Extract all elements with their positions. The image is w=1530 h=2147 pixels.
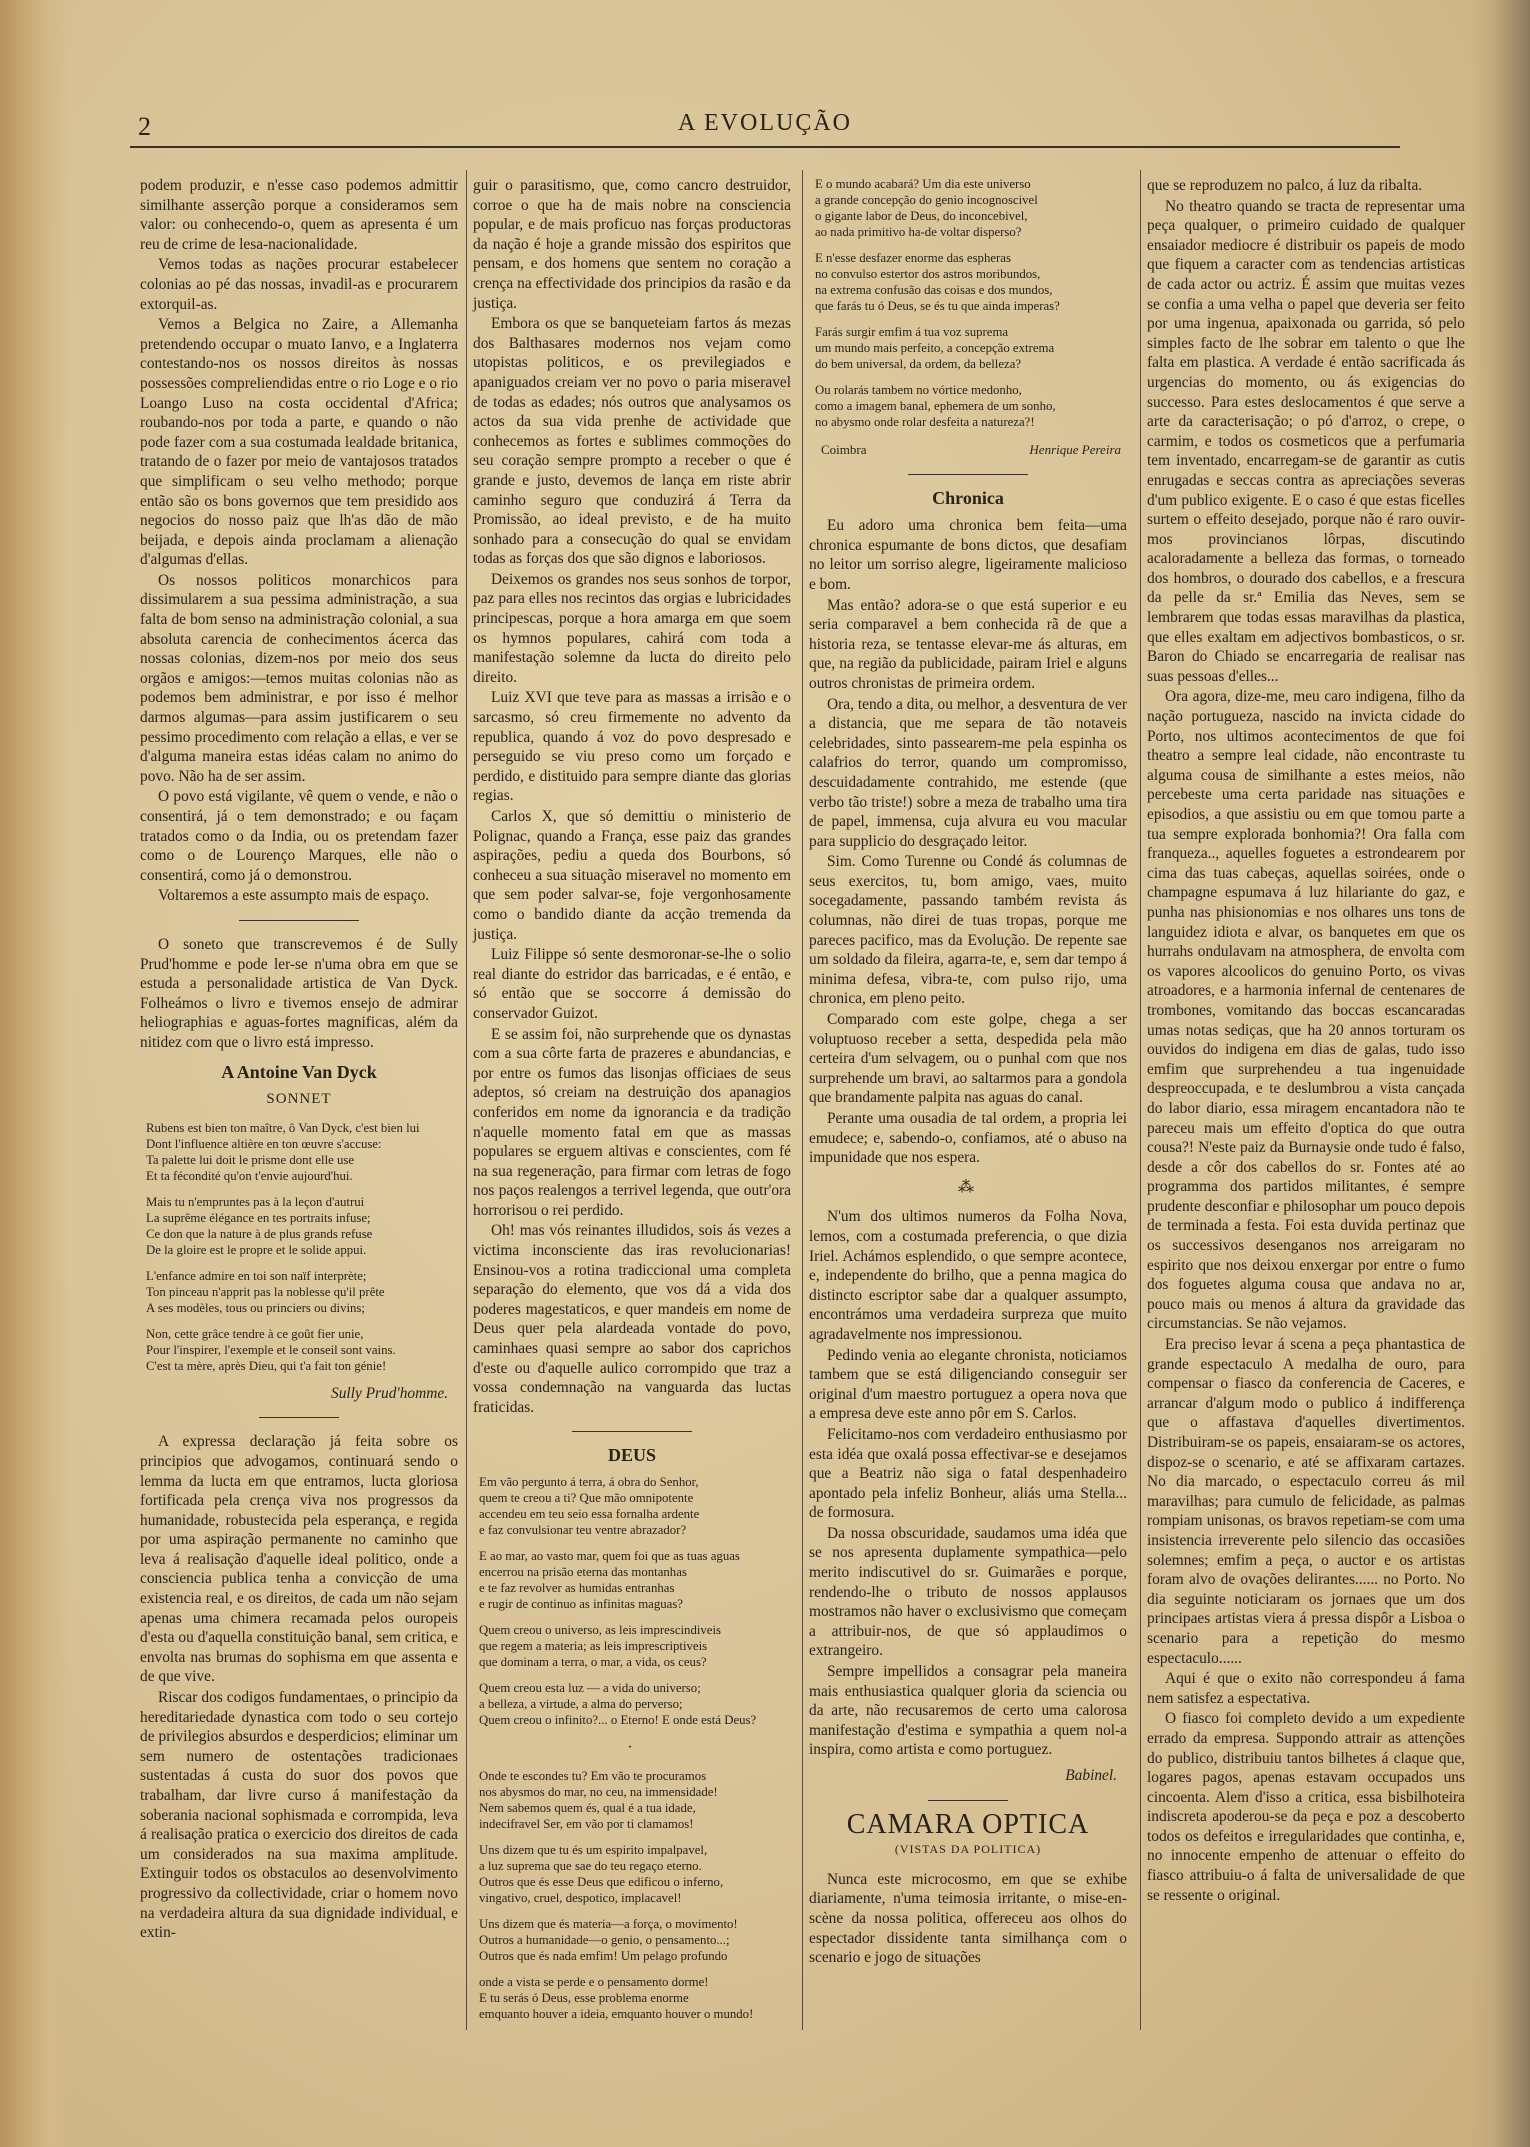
verse-line: que regem a materia; as leis imprescriptiveis xyxy=(479,1639,708,1653)
verse-line: Et ta fécondité qu'on t'envie aujourd'hui. xyxy=(146,1168,353,1183)
section-divider xyxy=(239,920,359,921)
article-paragraph: Vemos todas as nações procurar estabelecer colonias ao pé das nossas, invadil-as e procurarem extorquil-as. xyxy=(140,256,458,313)
article-paragraph: podem produzir, e n'esse caso podemos admittir similhante asserção porque a consideramos sem valor: ou conhecendo-o, quem as apresenta é um reu de crime de lesa-nacionalidade. xyxy=(140,177,458,253)
sonnet-verse xyxy=(146,1326,458,1374)
verse-line: o gigante labor de Deus, do inconcebivel, xyxy=(815,209,1028,223)
section-ornament: ⁂ xyxy=(958,1178,978,1196)
sonnet-signature: Sully Prud'homme. xyxy=(331,1384,448,1402)
article-paragraph: Os nossos politicos monarchicos para dissimularem a sua pessima administração, a sua falta de bom senso na administração colonial, a sua absoluta carencia de conhecimentos ácerca das nossas colonias, dizem-nos por meio dos seus orgãos e amigos:—temos muitas colonias não as podemos bem administrar, e por isso é melhor darmos algumas—para assim justificarem o seu pessimo procedimento com relação a ellas, e ver se d'alguma maneira estas idéas calam no animo do povo. Não ha de ser assim. xyxy=(140,571,458,785)
verse-line: do bem universal, da ordem, da belleza? xyxy=(815,357,1022,371)
page-edge-stain-left xyxy=(0,0,70,2147)
article-paragraph: que se reproduzem no palco, á luz da ribalta. xyxy=(1147,177,1423,194)
chronica-signature: Babinel. xyxy=(1065,1767,1117,1784)
article-paragraph: A expressa declaração já feita sobre os principios que advogamos, continuará sendo o lemma da lucta em que entramos, lucta gloriosa fortificada pela crença viva nos progressos da humanidade, robustecida pela esperança, e regida por uma aspiração permanente no caminho que leva á realisação d'aquelle ideal politico, onde a consciencia publica tenha a convicção de uma existencia real, e os direitos, de cada um não sejam apenas uma chimera recamada pelos ouropeis d'esta ou d'aquella constituição banal, sem critica, e envolta nas brumas do sophisma em que assenta e de que vive. xyxy=(140,1433,458,1686)
verse-line: na extrema confusão das coisas e dos mundos, xyxy=(815,283,1053,297)
sonnet-verse xyxy=(146,1268,458,1316)
poem-verse xyxy=(815,176,1127,240)
article-paragraph: E se assim foi, não surprehende que os dynastas com a sua côrte farta de prazeres e abundancias, e por entre os fumos das lisonjas officiaes de seus adeptos, só creiam na destruição dos apanagios conferidos em nome da ignorancia e da tradição n'aquelle momento fatal em que as massas populares se erguem altivas e conscientes, com fé na sua regeneração, para firmar com letras de fogo nos paços realengos a terrivel legenda, que outr'ora horrorisou o rei perdido. xyxy=(473,1025,791,1219)
sonnet-intro: O soneto que transcrevemos é de Sully Prud'homme e pode ler-se n'uma obra em que se estuda a personalidade artistica de Van Dyck. Folheámos o livro e tivemos ensejo de admirar heliographias e aguas-fortes magnificas, além da nitidez com que o livro está impresso. xyxy=(140,935,458,1051)
article-paragraph: N'um dos ultimos numeros da Folha Nova, lemos, com a costumada preferencia, o que dizia Iriel. Achámos esplendido, o que sempre acontece, e, independente do brilho, que a penna magica do distincto escriptor sabe dar a qualquer assumpto, encontrámos uma verdadeira surpreza que muito agradavelmente nos impressionou. xyxy=(809,1208,1127,1343)
column-rule xyxy=(466,170,467,2030)
article-paragraph: Eu adoro uma chronica bem feita—uma chronica espumante de bons dictos, que desafiam no leitor um sorriso alegre, ligeiramente malicioso e bom. xyxy=(809,517,1127,593)
verse-line: como a imagem banal, ephemera de um sonho, xyxy=(815,399,1056,413)
column-3 xyxy=(809,176,1127,1969)
poem-verse xyxy=(479,1974,791,2022)
verse-line: nos abysmos do mar, no ceu, na immensidade! xyxy=(479,1784,718,1799)
verse-line: Uns dizem que tu és um espirito impalpavel, xyxy=(479,1842,708,1857)
verse-line: Outros que és esse Deus que edificou o inferno, xyxy=(479,1874,724,1889)
sonnet-verse xyxy=(146,1194,458,1258)
verse-line: Quem creou o universo, as leis imprescindiveis xyxy=(479,1623,722,1637)
verse-ornament: · xyxy=(627,1739,637,1756)
column-4 xyxy=(1147,176,1465,1906)
article-paragraph: Luiz Filippe só sente desmoronar-se-lhe o solio real diante do estridor das barricadas, e é então, e só então que se soccorre á demissão do conservador Guizot. xyxy=(473,946,791,1022)
verse-line: Ce don que la nature à de plus grands refuse xyxy=(146,1226,373,1241)
verse-line: um mundo mais perfeito, a concepção extrema xyxy=(815,341,1055,355)
verse-line: encerrou na prisão eterna das montanhas xyxy=(479,1565,687,1579)
article-paragraph: Pedindo venia ao elegante chronista, noticiamos tambem que se está diligenciando conseguir ser original d'um maestro portuguez a opera nova que a empresa deve este anno pôr em S. Carlos. xyxy=(809,1346,1127,1423)
verse-line: Onde te escondes tu? Em vão te procuramos xyxy=(479,1768,707,1783)
sonnet-verse xyxy=(146,1120,458,1184)
column-rule xyxy=(1140,170,1141,2030)
signature-place: Coimbra xyxy=(821,442,867,457)
article-paragraph: Voltaremos a este assumpto mais de espaço. xyxy=(158,887,430,905)
verse-line: Ou rolarás tambem no vórtice medonho, xyxy=(815,383,1022,397)
article-paragraph: Era preciso levar á scena a peça phantastica de grande espectaculo A medalha de ouro, para compensar o fiasco da conferencia de Caceres, e arrancar d'algum modo o publico á indifferença que o affastava d'aquelles divertimentos. Distribuiram-se os papeis, ensaiaram-se os actores, dispoz-se o scenario, e até se affixaram cartazes. No dia marcado, o espectaculo correu ás mil maravilhas; para cumulo de felicidade, as palmas rompiam unisonas, os bravos repetiam-se com uma insistencia irreverente pelo silencio das occasiões solemnes; emfim a peça, o auctor e os artistas foram alvo de ovações delirantes...... no Porto. No dia seguinte noticiaram os jornaes que um dos principaes artistas viera á pressa dispôr a Lisboa o scenario para a repetição do mesmo espectaculo...... xyxy=(1147,1336,1465,1667)
article-paragraph: Deixemos os grandes nos seus sonhos de torpor, paz para elles nos recintos das orgias e lubricidades principescas, porque a hora amarga em que soem os hymnos populares, cahirá com toda a manifestação solemne da lucta do direito pelo direito. xyxy=(473,570,791,686)
verse-line: Dont l'influence altière en ton œuvre s'accuse: xyxy=(146,1136,382,1151)
signature-author: Henrique Pereira xyxy=(1029,442,1121,457)
verse-line: vingativo, cruel, despotico, implacavel! xyxy=(479,1890,682,1905)
verse-line: Outros que és nada emfim! Um pelago profundo xyxy=(479,1948,728,1963)
verse-line: quem te creou a ti? Que mão omnipotente xyxy=(479,1491,694,1505)
verse-line: De la gloire est le propre et le solide appui. xyxy=(146,1242,367,1257)
article-paragraph: Luiz XVI que teve para as massas a irrisão e o sarcasmo, só creu firmemente no advento da republica, quando á voz do povo despresado e perseguido se viu preso como um forçado e perdido, e distituido para sempre diante das glorias regias. xyxy=(473,689,791,805)
page-edge-stain-right xyxy=(1470,0,1530,2147)
article-paragraph: Riscar dos codigos fundamentaes, o principio da hereditariedade dynastica com todo o seu cortejo de privilegios absurdos e desperdicios; eliminar um sem numero de ostentações tradicionaes sustentadas á custa do suor dos povos que trabalham, dar livre curso á manifestação da soberania nacional sophismada e corrompida, leva á realisação pratica o exercicio dos direitos de cada um considerados na sua maxima amplitude. Extinguir todos os obstaculos ao desenvolvimento progressivo da collectividade, criar o homem novo na verdadeira altura da sua dignidade individual, e extin- xyxy=(140,1689,458,1942)
verse-line: a belleza, a virtude, a alma do perverso; xyxy=(479,1697,683,1711)
column-2 xyxy=(473,176,791,2032)
verse-line: C'est ta mère, après Dieu, qui t'a fait ton génie! xyxy=(146,1358,387,1373)
verse-line: indecifravel Ser, em vão por ti clamamos! xyxy=(479,1816,694,1831)
verse-line: Pour l'inspirer, l'exemple et le conseil sont vains. xyxy=(146,1342,396,1357)
section-divider xyxy=(928,1800,1008,1801)
poem-verse xyxy=(479,1842,791,1906)
sonnet-subtitle: SONNET xyxy=(266,1091,332,1108)
verse-line: onde a vista se perde e o pensamento dorme! xyxy=(479,1974,709,1989)
article-paragraph: Mas então? adora-se o que está superior e eu seria comparavel a bem conhecida rã de que a historia reza, se tentasse elevar-me ás alturas, em que, na região da publicidade, pairam Iriel e alguns outros chronistas de primeira ordem. xyxy=(809,596,1127,692)
section-divider xyxy=(259,1417,339,1418)
article-paragraph: Nunca este microcosmo, em que se exhibe diariamente, n'uma teimosia irritante, o mise-en-scène da nossa politica, offereceu aos olhos do espectador dissidente tanta similhança com o scenario e jogo de situações xyxy=(809,1870,1127,1967)
poem-verse xyxy=(479,1622,791,1670)
poem-verse xyxy=(479,1768,791,1832)
article-paragraph: Vemos a Belgica no Zaire, a Allemanha pretendendo occupar o muato Ianvo, e a Inglaterra contestando-nos os nossos direitos às nossas possessões compreliendidas entre o rio Loge e o rio Loango Luso na costa occidental d'Africa; roubando-nos por toda a parte, e quando o não pode fazer com a sua costumada lealdade britanica, tratando de o fazer por meio de vantajosos tratados que simplificam o seu velho methodo; porque então são os bons governos que tem presidido aos negocios do nosso paiz que lh'as dão de mão beijada, e depois ainda proclamam a alienação d'algumas d'ellas. xyxy=(140,316,458,569)
article-paragraph: Perante uma ousadia de tal ordem, a propria lei emudece; e, sabendo-o, confiamos, até o abuso na impunidade que nos espera. xyxy=(809,1110,1127,1167)
verse-line: Quem creou o infinito?... o Eterno! E onde está Deus? xyxy=(479,1713,757,1727)
verse-line: no convulso estertor dos astros moribundos, xyxy=(815,267,1041,281)
poem-verse xyxy=(479,1916,791,1964)
verse-line: no abysmo onde rolar desfeita a natureza?! xyxy=(815,415,1035,429)
page-number: 2 xyxy=(138,112,151,141)
article-paragraph: Sempre impellidos a consagrar pela maneira mais enthusiastica qualquer gloria da sciencia ou da arte, não recusaremos de certo uma calorosa manifestação d'estima e sympathia a quem nol-a inspira, como artista e como portuguez. xyxy=(809,1663,1127,1759)
verse-line: Farás surgir emfim á tua voz suprema xyxy=(815,325,1009,339)
article-paragraph: Comparado com este golpe, chega a ser voluptuoso receber a setta, despedida pela mão certeira d'um selvagem, ou o punhal com que nos surprehende um bravi, ao saltarmos para a gondola que brandamente palpita nas aguas do canal. xyxy=(809,1011,1127,1107)
verse-line: que dominam a terra, o mar, a vida, os ceus? xyxy=(479,1655,707,1669)
verse-line: La suprême élégance en tes portraits infuse; xyxy=(146,1210,371,1225)
verse-line: Uns dizem que és materia—a força, o movimento! xyxy=(479,1916,738,1931)
page-header xyxy=(130,108,1400,148)
article-paragraph: O povo está vigilante, vê quem o vende, e não o consentirá, já o tem demonstrado; e ou façam tratados como o da India, ou os pretendam fazer como o de Lourenço Marques, elle não o consentirá, como já o demonstrou. xyxy=(140,788,458,884)
article-paragraph: Aqui é que o exito não correspondeu á fama nem satisfez a espectativa. xyxy=(1147,1670,1465,1707)
poem-verse xyxy=(479,1680,791,1728)
verse-line: Quem creou esta luz — a vida do universo; xyxy=(479,1681,701,1695)
poem-verse xyxy=(479,1474,791,1538)
section-divider xyxy=(572,1431,692,1432)
poem-verse xyxy=(815,250,1127,314)
column-rule xyxy=(802,170,803,2030)
verse-line: E o mundo acabará? Um dia este universo xyxy=(815,177,1031,191)
verse-line: accendeu em teu seio essa fornalha ardente xyxy=(479,1507,700,1521)
article-paragraph: guir o parasitismo, que, como cancro destruidor, corroe o que ha de mais nobre na consciencia popular, e de mais proficuo nas forças productoras da nação é hoje a grande missão dos espiritos que pensam, e dos homens que sentem no coração a crença na effectividade dos principios da rasão e da justiça. xyxy=(473,177,791,312)
verse-line: e te faz revolver as humidas entranhas xyxy=(479,1581,675,1595)
verse-line: e faz convulsionar teu ventre abrazador? xyxy=(479,1523,687,1537)
verse-line: Mais tu n'empruntes pas à la leçon d'autrui xyxy=(146,1194,365,1209)
article-paragraph: Oh! mas vós reinantes illudidos, sois ás vezes a victima inconsciente das iras revolucionarias! Ensinou-vos a rotina tradiccional uma completa separação do elemento, que vos dá a vida dos poderes magestaticos, e quer mandeis em nome de Deus quer pela alardeada vontade do povo, caminhaes quasi sempre ao sabor dos caprichos d'este ou d'aquelle aulico corrompido que traz a vossa condemnação na vanguarda das luctas fraticidas. xyxy=(473,1222,791,1416)
verse-line: L'enfance admire en toi son naïf interprète; xyxy=(146,1268,367,1283)
verse-line: a grande concepção do genio incognoscivel xyxy=(815,193,1038,207)
article-paragraph: Ora agora, dize-me, meu caro indigena, filho da nação portugueza, nascido na invicta cidade do Porto, nos ultimos acontecimentos de que foi theatro a sempre leal cidade, não encontraste tu alguma cousa de similhante a estes meios, não percebeste uma certa paridade nas situações e episodios, a que assistiu ou em que tomou parte a tua sempre explorada bonhomia?! Ora falla com franqueza.., aquelles foguetes a estrondearem por cima das tuas cabeças, aquellas soirées, onde o champagne espumava á luz hilariante do gaz, e punha nas phisionomias e nos olhares uns tons de languidez idiota e alvar, os banquetes em que os hurrahs ondulavam na atmosphera, de envolta com os vapores alcoolicos do genuino Porto, os vivas atroadores, e a harmonia infernal de centenares de trombones, vomitando das boccas escancaradas umas notas sediças, que ha 20 annos torturam os ouvidos do indigena em dias de galas, tudo isso emfim que surprehendeu a tua ingenuidade despreoccupada, e te deslumbrou a vista cançada do labor diario, essa miragem encantadora não te pareceu mais um effeito d'optica do que outra cousa?! N'este paiz da Burnaysie onde tudo é falso, desde a côr dos cabellos do sr. Fontes até ao programma dos partidos militantes, é sempre prudente desconfiar e philosophar um pouco depois de terminada a festa. Foi esta duvida pertinaz que os successivos desenganos nos arreigaram no espirito que nos deixou enxergar por entre o fumo dos foguetes alguma cousa que andava no ar, pouco mais ou menos á altura da gravidade das circumstancias. Se não vejamos. xyxy=(1147,688,1465,1333)
poem-verse xyxy=(815,382,1127,430)
poem-signature xyxy=(821,440,1121,460)
article-paragraph: O fiasco foi completo devido a um expediente errado da empresa. Suppondo attrair as attenções do publico, distribuiu tantos bilhetes á claque que, logares pagos, apenas estavam occupados uns cincoenta. Alem d'isso a critica, essa bisbilhoteira indiscreta apoderou-se da peça e poz a descoberto todos os defeitos e irregularidades que continha, e, no innocente empenho de attenuar o effeito do fiasco attribuiu-o á falta de universalidade de que se ressente o original. xyxy=(1147,1710,1465,1904)
verse-line: emquanto houver a ideia, emquanto houver o mundo! xyxy=(479,2006,754,2021)
article-paragraph: Embora os que se banqueteiam fartos ás mezas dos Balthasares modernos nos vejam como utopistas politicos, e os previlegiados e apaniguados creiam ver no povo o paria miseravel de todas as edades; nós outros que analysamos os actos da sua vida prenhe de actividade que conhecemos as fortes e sublimes commoções do seu coração sempre prompto a receber o que é grande e justo, devemos de lança em riste abrir caminho seguro que conduzirá á Terra da Promissão, ao ideal previsto, e de ha muito sonhado para a consecução do qual se envidam todas as forças dos que são dignos e laboriosos. xyxy=(473,315,791,568)
verse-line: Em vão pergunto á terra, á obra do Senhor, xyxy=(479,1475,699,1489)
article-paragraph: Da nossa obscuridade, saudamos uma idéa que se nos apresenta duplamente sympathica—pelo merito indiscutivel do sr. Guimarães e porque, rendendo-lhe o tributo de nossos applausos mostramos não haver o exclusivismo que começam a attribuir-nos, de que só applaudimos o extrangeiro. xyxy=(809,1524,1127,1660)
poem-verse xyxy=(815,324,1127,372)
section-divider xyxy=(908,474,1028,475)
verse-line: Ta palette lui doit le prisme dont elle use xyxy=(146,1152,355,1167)
poem-verse xyxy=(479,1548,791,1612)
verse-line: que farás tu ó Deus, se és tu que ainda imperas? xyxy=(815,299,1060,313)
camara-optica-subtitle: (VISTAS DA POLITICA) xyxy=(894,1842,1042,1857)
verse-line: Ton pinceau n'apprit pas la noblesse qu'il prête xyxy=(146,1284,385,1299)
article-paragraph: Ora, tendo a dita, ou melhor, a desventura de ver a distancia, que me separa de tão notaveis celebridades, sinto passearem-me pela espinha os calafrios do terror, quando um compromisso, descuidadamente contrahido, me estende (que verbo tão triste!) sobre a meza de trabalho uma tira de papel, immensa, cuja alvura eu vou macular para supplicio do desgraçado leitor. xyxy=(809,695,1127,850)
verse-line: Outros a humanidade—o genio, o pensamento...; xyxy=(479,1932,730,1947)
verse-line: A ses modèles, tous ou princiers ou divins; xyxy=(146,1300,365,1315)
verse-line: E ao mar, ao vasto mar, quem foi que as tuas aguas xyxy=(479,1549,740,1563)
masthead-title: A EVOLUÇÃO xyxy=(678,110,852,136)
verse-line: a luz suprema que sae do teu regaço eterno. xyxy=(479,1858,702,1873)
camara-optica-title: CAMARA OPTICA xyxy=(846,1808,1090,1840)
sonnet-title: A Antoine Van Dyck xyxy=(221,1061,377,1082)
verse-line: E tu serás ó Deus, esse problema enorme xyxy=(479,1990,689,2005)
verse-line: Nem sabemos quem és, qual é a tua idade, xyxy=(479,1800,696,1815)
chronica-title: Chronica xyxy=(932,487,1004,508)
article-paragraph: Carlos X, que só demittiu o ministerio de Polignac, quando a França, esse paiz das grandes aspirações, pediu a queda dos Bourbons, só conheceu a sua situação miseravel no momento em que sem poder salvar-se, foje vergonhosamente como o bandido diante da acção tremenda da justiça. xyxy=(473,808,791,943)
verse-line: Non, cette grâce tendre à ce goût fier unie, xyxy=(146,1326,364,1341)
article-paragraph: Felicitamo-nos com verdadeiro enthusiasmo por esta idéa que oxalá possa effectivar-se e desejamos que a Beatriz não siga o fatal despenhadeiro apontado pela infeliz Bonheur, aliás uma Stella... de formosura. xyxy=(809,1425,1127,1522)
verse-line: Rubens est bien ton maître, ô Van Dyck, c'est bien lui xyxy=(146,1120,420,1135)
verse-line: ao nada primitivo ha-de voltar disperso? xyxy=(815,225,1022,239)
verse-line: e rugir de continuo as infinitas maguas? xyxy=(479,1597,683,1611)
article-paragraph: Sim. Como Turenne ou Condé ás columnas de seus exercitos, tu, bom amigo, vaes, muito socegadamente, passando também revista ás columnas, não direi de tuas tropas, porque me pareces pacifico, mas da Evolução. De repente sae um soldado da fileira, agarra-te, e, sem dar tempo á minima defesa, vibra-te, com pulso rijo, uma chronica, em pleno peito. xyxy=(809,853,1127,1008)
article-paragraph: No theatro quando se tracta de representar uma peça qualquer, o primeiro cuidado de qualquer ensaiador mediocre é distribuir os papeis de modo que fiquem a caracter com as tendencias artisticas de cada actor ou actriz. É assim que muitas vezes se confia a uma velha o papel que deveria ser feito por uma ingenua, apaixonada ou garrida, só pelo simples facto de lhe sobrar em talento o que lhe falta em plastica. A verdade é então sacrificada ás urgencias do momento, ou ás exigencias do successo. Para estes deslocamentos é que serve a arte da caracterisação; o pó d'arroz, o crepe, o carmim, e todos os cosmeticos que a perfumaria tem inventado, encarregam-se de garantir as cutis enrugadas e seccas contra as apreciações severas d'um publico exigente. E o caso é que estas ficelles surtem o effeito desejado, porque não é raro ouvir-mos provincianos lôrpas, discutindo acaloradamente a belleza das formas, o torneado dos hombros, o dourado dos cabellos, e a frescura da pelle da sr.ª Emilia das Neves, sem se lembrarem que todas essas maravilhas da plastica, que elles exaltam em adjectivos bombasticos, o sr. Baron do Chiado se encarregaria de realisar nas suas pessoas d'elles... xyxy=(1147,197,1465,685)
column-1 xyxy=(140,176,458,1944)
poem-title: DEUS xyxy=(607,1445,656,1466)
verse-line: E n'esse desfazer enorme das espheras xyxy=(815,251,1011,265)
